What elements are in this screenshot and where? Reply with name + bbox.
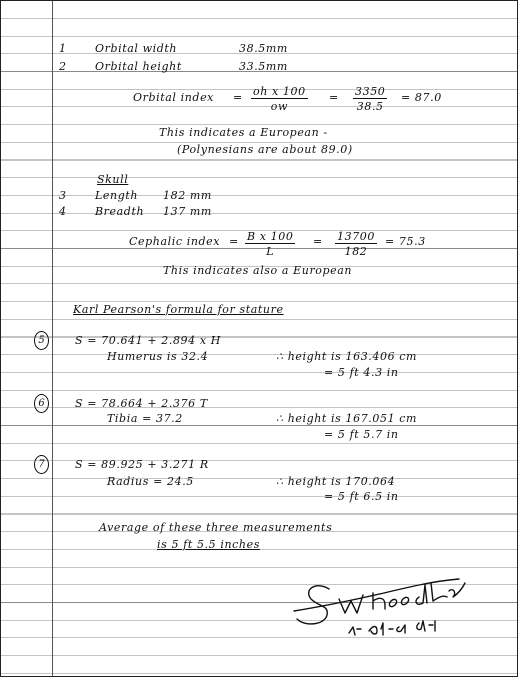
pearson-heading: Karl Pearson's formula for stature bbox=[73, 303, 284, 316]
cephalic-fraction-formula bbox=[245, 230, 295, 258]
measurement-value: 137 mm bbox=[163, 205, 212, 218]
fraction-denominator: 38.5 bbox=[356, 100, 384, 113]
average-result: is 5 ft 5.5 inches bbox=[157, 538, 260, 551]
bone-measurement: Radius = 24.5 bbox=[107, 475, 194, 488]
measurement-label: Orbital height bbox=[95, 60, 182, 73]
cephalic-note: This indicates also a European bbox=[163, 264, 353, 277]
orbital-note: (Polynesians are about 89.0) bbox=[177, 143, 353, 156]
orbital-index-result: = 87.0 bbox=[401, 91, 442, 104]
orbital-note: This indicates a European - bbox=[159, 126, 328, 139]
stature-formula: S = 78.664 + 2.376 T bbox=[75, 397, 208, 410]
fraction-denominator: ow bbox=[270, 100, 288, 113]
formula-number-circle: 7 bbox=[34, 455, 49, 474]
item-number: 2 bbox=[59, 60, 67, 73]
equals-sign: = bbox=[329, 91, 339, 104]
fraction-numerator: 13700 bbox=[337, 230, 375, 243]
handwritten-signature bbox=[289, 571, 469, 646]
equals-sign: = bbox=[229, 235, 239, 248]
fraction-numerator: 3350 bbox=[355, 85, 386, 98]
stature-formula: S = 89.925 + 3.271 R bbox=[75, 458, 209, 471]
orbital-index-label: Orbital index bbox=[133, 91, 214, 104]
fraction-denominator: 182 bbox=[344, 245, 368, 258]
skull-heading: Skull bbox=[97, 173, 129, 186]
fraction-denominator: L bbox=[266, 245, 275, 258]
equals-sign: = bbox=[233, 91, 243, 104]
orbital-fraction-values bbox=[353, 85, 387, 113]
measurement-value: 182 mm bbox=[163, 189, 212, 202]
item-number: 4 bbox=[59, 205, 67, 218]
height-imperial: = 5 ft 6.5 in bbox=[324, 490, 399, 503]
measurement-label: Orbital width bbox=[95, 42, 178, 55]
bone-measurement: Tibia = 37.2 bbox=[107, 412, 183, 425]
item-number: 1 bbox=[59, 42, 67, 55]
fraction-numerator: B x 100 bbox=[247, 230, 294, 243]
cephalic-index-label: Cephalic index bbox=[129, 235, 221, 248]
height-result: ∴ height is 167.051 cm bbox=[276, 412, 418, 425]
formula-number-circle: 5 bbox=[34, 331, 49, 350]
equals-sign: = bbox=[313, 235, 323, 248]
height-imperial: = 5 ft 5.7 in bbox=[324, 428, 399, 441]
measurement-value: 33.5mm bbox=[239, 60, 288, 73]
item-number: 3 bbox=[59, 189, 67, 202]
margin-rule bbox=[52, 1, 53, 676]
stature-formula: S = 70.641 + 2.894 x H bbox=[75, 334, 221, 347]
measurement-value: 38.5mm bbox=[239, 42, 288, 55]
cephalic-index-result: = 75.3 bbox=[385, 235, 426, 248]
formula-number-circle: 6 bbox=[34, 394, 49, 413]
fraction-numerator: oh x 100 bbox=[253, 85, 306, 98]
measurement-label: Breadth bbox=[95, 205, 145, 218]
bone-measurement: Humerus is 32.4 bbox=[107, 350, 209, 363]
height-result: ∴ height is 170.064 bbox=[276, 475, 396, 488]
cephalic-fraction-values bbox=[335, 230, 377, 258]
orbital-fraction-formula bbox=[251, 85, 308, 113]
measurement-label: Length bbox=[95, 189, 139, 202]
average-line: Average of these three measurements bbox=[99, 521, 333, 534]
height-result: ∴ height is 163.406 cm bbox=[276, 350, 418, 363]
height-imperial: = 5 ft 4.3 in bbox=[324, 366, 399, 379]
